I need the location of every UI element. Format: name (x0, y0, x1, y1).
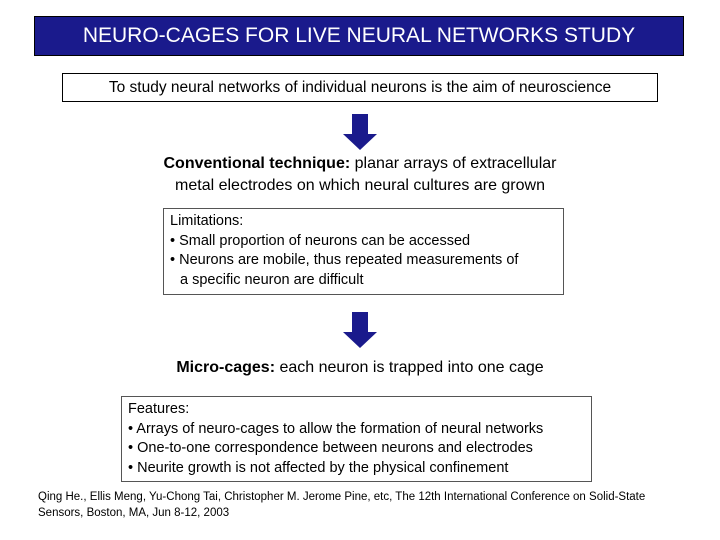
features-item: • Neurite growth is not affected by the physical confinement (128, 459, 509, 476)
conventional-technique-text (100, 153, 620, 197)
features-heading: Features: (128, 401, 190, 417)
citation-line: Sensors, Boston, MA, Jun 8-12, 2003 (38, 507, 230, 519)
down-arrow-icon (343, 114, 377, 150)
limitations-heading: Limitations: (170, 213, 244, 229)
micro-cages-description: each neuron is trapped into one cage (275, 359, 544, 376)
aim-box (62, 73, 658, 102)
limitations-item: • Small proportion of neurons can be accessed (170, 232, 471, 249)
conventional-line2: metal electrodes on which neural cultures are grown (175, 177, 545, 194)
limitations-item: • Neurons are mobile, thus repeated measurements of (170, 252, 519, 268)
micro-cages-text (100, 357, 620, 379)
conventional-line1: planar arrays of extracellular (350, 155, 557, 172)
features-item: • Arrays of neuro-cages to allow the formation of neural networks (128, 420, 544, 437)
slide-title: NEURO-CAGES FOR LIVE NEURAL NETWORKS STUDY (34, 16, 684, 56)
limitations-item-continued: a specific neuron are difficult (180, 271, 364, 288)
features-box (121, 396, 592, 482)
conventional-heading: Conventional technique: (163, 155, 351, 172)
citation (38, 489, 698, 521)
features-item: • One-to-one correspondence between neurons and electrodes (128, 440, 533, 456)
limitations-box (163, 208, 564, 295)
micro-cages-heading: Micro-cages: (176, 359, 276, 376)
aim-text: To study neural networks of individual neurons is the aim of neuroscience (108, 78, 612, 96)
down-arrow-icon (343, 312, 377, 348)
citation-line: Qing He., Ellis Meng, Yu-Chong Tai, Christopher M. Jerome Pine, etc, The 12th International Conference on Solid-State (38, 491, 646, 503)
